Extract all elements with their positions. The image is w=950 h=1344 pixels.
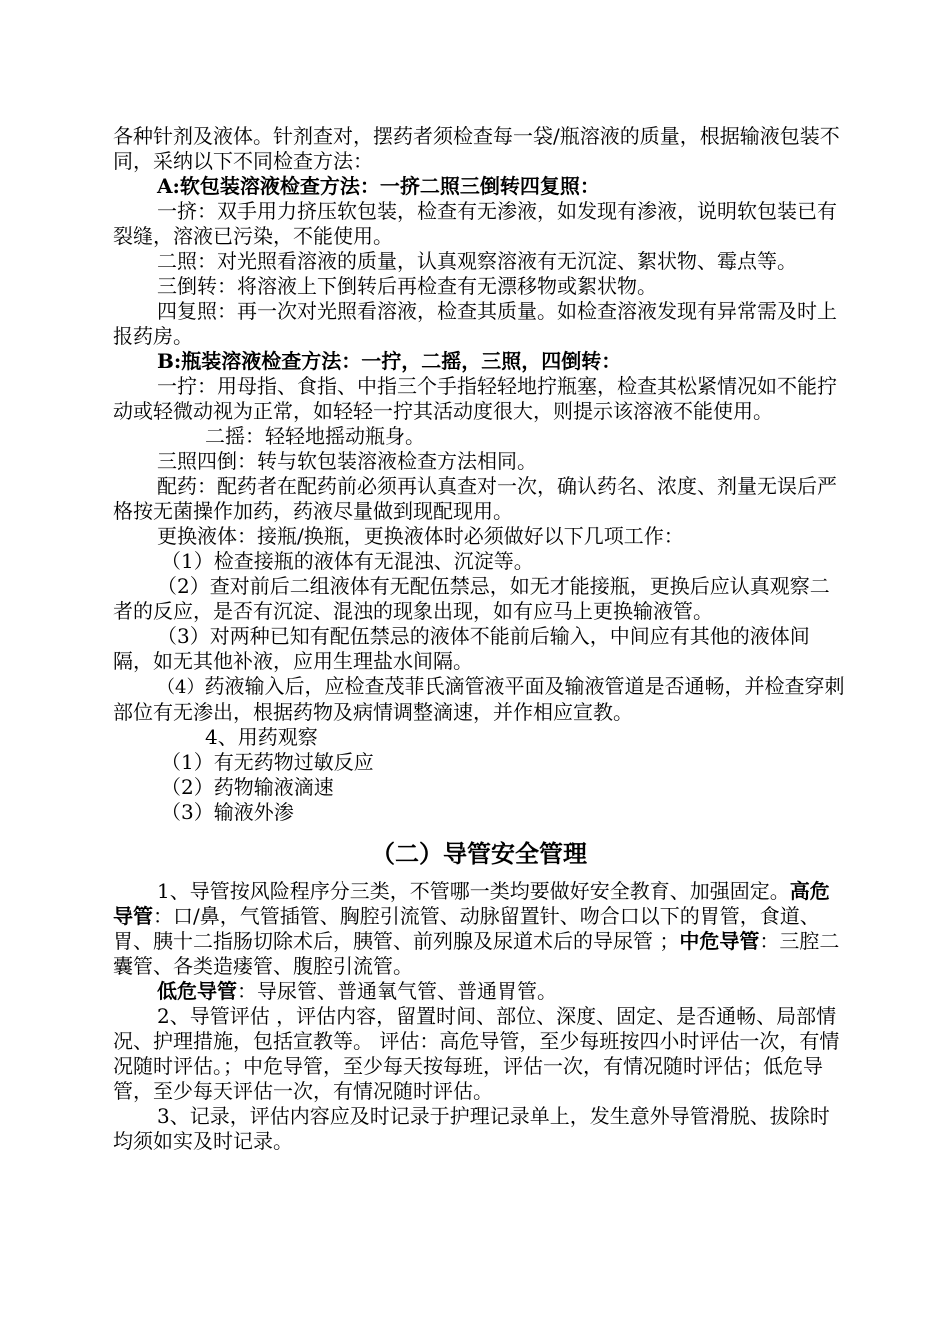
paragraph-records: 3、记录，评估内容应及时记录于护理记录单上，发生意外导管滑脱、拔除时均须如实及时记录。 xyxy=(113,1104,830,1153)
paragraph-change-fluid: 更换液体：接瓶/换瓶，更换液体时必须做好以下几项工作： xyxy=(157,524,684,548)
document-page xyxy=(113,124,845,1154)
list-item-observation-3: （3）输液外渗 xyxy=(161,800,294,824)
paragraph-shake: 二摇：轻轻地摇动瓶身。 xyxy=(205,424,425,448)
paragraph-intro: 各种针剂及液体。针剂查对，摆药者须检查每一袋/瓶溶液的质量，根据输液包装不同，采纳以下不同检查方法： xyxy=(113,124,840,173)
catheter-classes-intro: 1、导管按风险程序分三类，不管哪一类均要做好安全教育、加强固定。 xyxy=(157,879,790,903)
mid-risk-label: 中危导管 xyxy=(679,929,760,953)
list-item-text: 药液输入后，应检查茂菲氏滴管液平面及输液管道是否通畅，并检查穿刺部位有无渗出，根据药物及病情调整滴速，并作相应宣教。 xyxy=(113,674,845,724)
list-item-change-4 xyxy=(113,674,845,725)
paragraph-low-risk xyxy=(113,979,845,1004)
list-item-number: （4） xyxy=(157,677,205,698)
heading-bottle-check: B:瓶装溶液检查方法：一拧，二摇，三照，四倒转： xyxy=(157,349,622,373)
paragraph-recheck: 四复照：再一次对光照看溶液，检查其质量。如检查溶液发现有异常需及时上报药房。 xyxy=(113,299,837,348)
heading-soft-bag-check: A:软包装溶液检查方法：一挤二照三倒转四复照： xyxy=(157,174,600,198)
list-item-observation-1: （1）有无药物过敏反应 xyxy=(161,750,374,774)
list-item-change-3: （3）对两种已知有配伍禁忌的液体不能前后输入，中间应有其他的液体间隔，如无其他补液，应用生理盐水间隔。 xyxy=(113,624,810,673)
paragraph-dispensing: 配药：配药者在配药前必须再认真查对一次，确认药名、浓度、剂量无误后严格按无菌操作加药，药液尽量做到现配现用。 xyxy=(113,474,837,523)
section-title: （二）导管安全管理 xyxy=(371,840,587,868)
mid-risk-text: ：三腔二囊管、各类造瘘管、腹腔引流管。 xyxy=(113,929,840,978)
list-item-observation-2: （2）药物输液滴速 xyxy=(161,775,334,799)
paragraph-catheter-assessment: 2、导管评估 ，评估内容，留置时间、部位、深度、固定、是否通畅、局部情况、护理措施，包括宣教等。 评估：高危导管，至少每班按四小时评估一次，有情况随时评估。；中危导管，至少每天按每班，评估一次，有情况随时评估；低危导管，至少每天评估一次，有情况随时评估。 xyxy=(113,1004,840,1103)
low-risk-label: 低危导管 xyxy=(157,979,237,1003)
paragraph-catheter-classes xyxy=(113,879,845,979)
high-risk-label: 高危导管 xyxy=(113,879,830,928)
paragraph-invert: 三倒转：将溶液上下倒转后再检查有无漂移物或絮状物。 xyxy=(157,274,657,298)
high-risk-text: ：口/鼻，气管插管、胸腔引流管、动脉留置针、吻合口以下的胃管，食道、胃、胰十二指肠切除术后，胰管、前列腺及尿道术后的导尿管 ； xyxy=(113,904,820,953)
paragraph-light-invert: 三照四倒：转与软包装溶液检查方法相同。 xyxy=(157,449,537,473)
low-risk-text: ：导尿管、普通氧气管、普通胃管。 xyxy=(237,979,557,1003)
paragraph-light-check: 二照：对光照看溶液的质量，认真观察溶液有无沉淀、絮状物、霉点等。 xyxy=(157,249,797,273)
paragraph-squeeze: 一挤：双手用力挤压软包装，检查有无渗液，如发现有渗液，说明软包装已有裂缝，溶液已污染，不能使用。 xyxy=(113,199,837,248)
list-item-change-2: （2）查对前后二组液体有无配伍禁忌，如无才能接瓶，更换后应认真观察二者的反应，是否有沉淀、混浊的现象出现，如有应马上更换输液管。 xyxy=(113,574,830,623)
paragraph-twist: 一拧：用母指、食指、中指三个手指轻轻地拧瓶塞，检查其松紧情况如不能拧动或轻微动视为正常，如轻轻一拧其活动度很大，则提示该溶液不能使用。 xyxy=(113,374,837,423)
heading-medication-observation: 4、用药观察 xyxy=(205,725,318,749)
list-item-change-1: （1）检查接瓶的液体有无混浊、沉淀等。 xyxy=(161,549,534,573)
